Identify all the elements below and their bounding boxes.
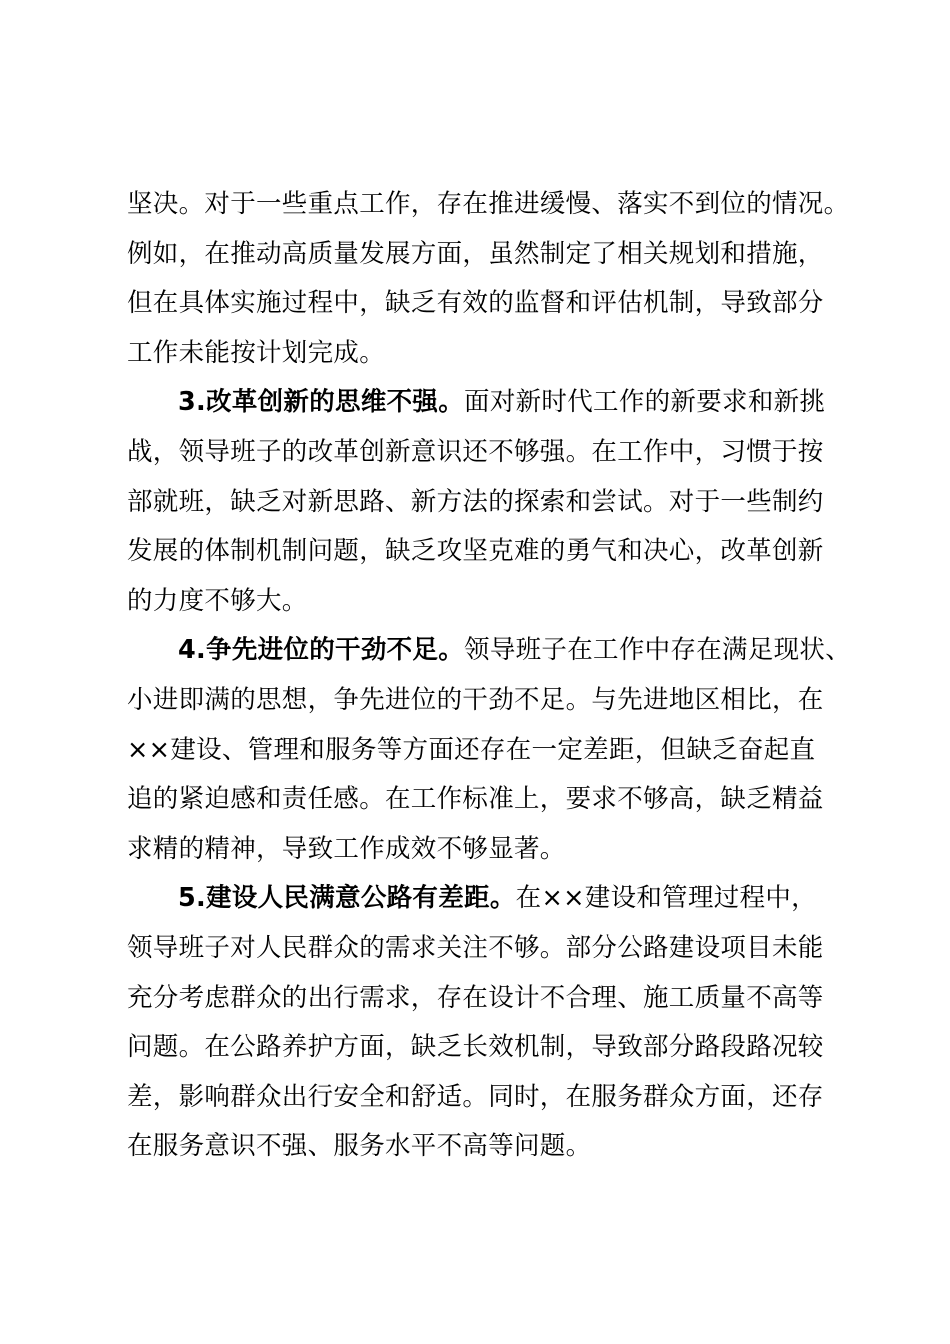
text-line: 发展的体制机制问题，缺乏攻坚克难的勇气和决心，改革创新 (127, 536, 824, 567)
section-heading: 3.改革创新的思维不强。 (178, 387, 465, 418)
text-line: 的力度不够大。 (127, 585, 308, 616)
section-first-line (127, 378, 833, 428)
section-text: 领导班子在工作中存在满足现状、 (464, 635, 852, 666)
section-5-paragraph (127, 874, 833, 1172)
intro-paragraph (127, 180, 850, 378)
document-body (127, 180, 852, 1172)
text-line: 部就班，缺乏对新思路、新方法的探索和尝试。对于一些制约 (127, 486, 824, 517)
section-3-paragraph (127, 378, 833, 626)
text-line: 问题。在公路养护方面，缺乏长效机制，导致部分路段路况较 (127, 1032, 824, 1063)
text-line: 例如，在推动高质量发展方面，虽然制定了相关规划和措施， (127, 238, 824, 269)
section-heading: 5.建设人民满意公路有差距。 (178, 883, 516, 914)
text-line: 差，影响群众出行安全和舒适。同时，在服务群众方面，还存 (127, 1081, 824, 1112)
text-line: 充分考虑群众的出行需求，存在设计不合理、施工质量不高等 (127, 982, 824, 1013)
text-line: 追的紧迫感和责任感。在工作标准上，要求不够高，缺乏精益 (127, 784, 824, 815)
text-line: 在服务意识不强、服务水平不高等问题。 (127, 1131, 592, 1162)
section-first-line (127, 874, 833, 924)
text-line: ××建设、管理和服务等方面还存在一定差距，但缺乏奋起直 (127, 734, 816, 765)
section-text: 在××建设和管理过程中， (515, 883, 817, 914)
text-line: 求精的精神，导致工作成效不够显著。 (127, 833, 566, 864)
section-text: 面对新时代工作的新要求和新挑 (464, 387, 826, 418)
text-line: 工作未能按计划完成。 (127, 337, 386, 368)
text-line: 坚决。对于一些重点工作，存在推进缓慢、落实不到位的情况。 (127, 189, 850, 219)
text-line: 领导班子对人民群众的需求关注不够。部分公路建设项目未能 (127, 932, 824, 963)
text-line: 但在具体实施过程中，缺乏有效的监督和评估机制，导致部分 (127, 288, 824, 319)
text-line: 小进即满的思想，争先进位的干劲不足。与先进地区相比，在 (127, 684, 824, 715)
section-heading: 4.争先进位的干劲不足。 (178, 635, 465, 666)
text-line: 战，领导班子的改革创新意识还不够强。在工作中，习惯于按 (127, 436, 824, 467)
section-4-paragraph (127, 626, 852, 874)
section-first-line (127, 626, 852, 676)
